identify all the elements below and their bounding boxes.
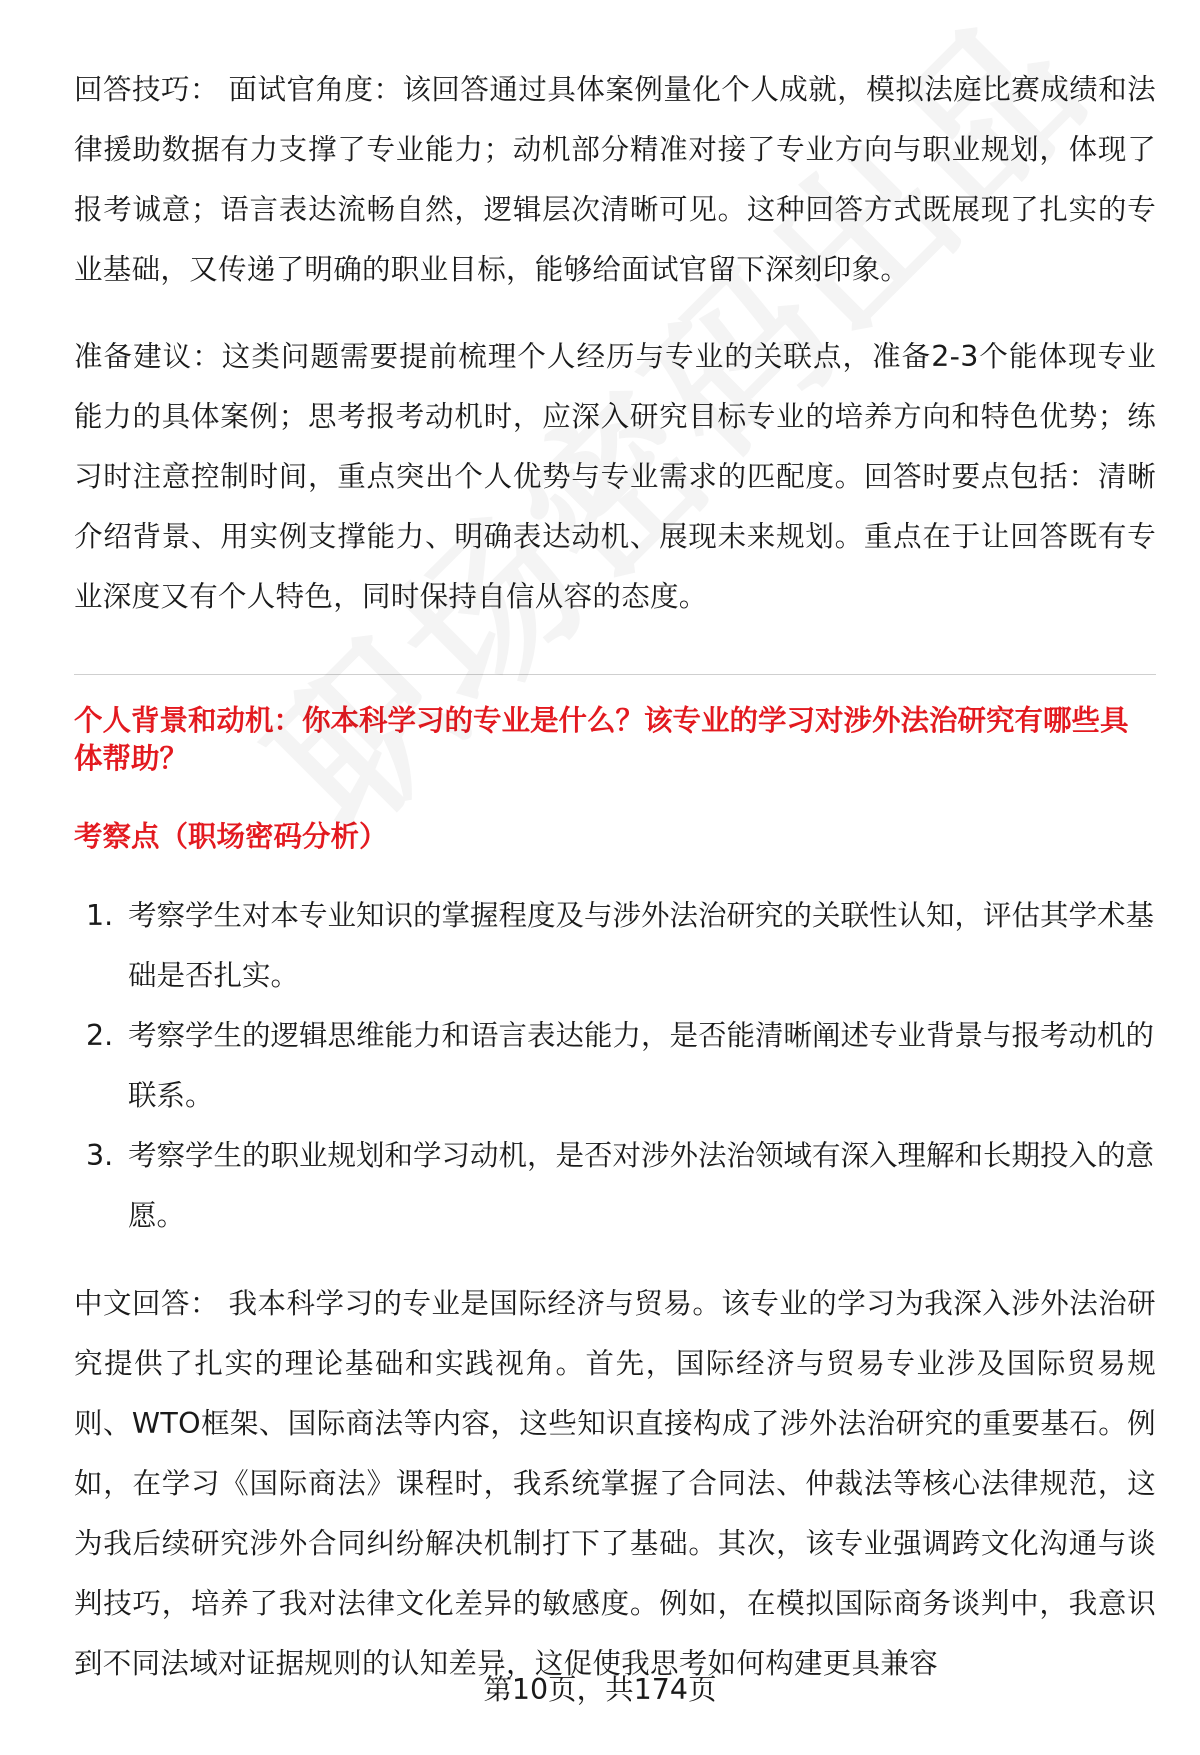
- prep-label: 准备建议：: [74, 340, 222, 373]
- answer-paragraph: [74, 1274, 1156, 1694]
- question-heading: 个人背景和动机：你本科学习的专业是什么？该专业的学习对涉外法治研究有哪些具体帮助？: [74, 704, 1129, 775]
- prep-text: 这类问题需要提前梳理个人经历与专业的关联点，准备2-3个能体现专业能力的具体案例；思考报考动机时，应深入研究目标专业的培养方向和特色优势；练习时注意控制时间，重点突出个人优势与专业需求的匹配度。回答时要点包括：清晰介绍背景、用实例支撑能力、明确表达动机、展现未来规划。重点在于让回答既有专业深度又有个人特色，同时保持自信从容的态度。: [74, 340, 1156, 613]
- list-item-number: 1.: [86, 899, 114, 932]
- list-item-number: 3.: [86, 1139, 114, 1172]
- tips-label: 回答技巧：: [74, 73, 219, 106]
- focus-list: [74, 886, 1156, 1246]
- list-item-text: 考察学生对本专业知识的掌握程度及与涉外法治研究的关联性认知，评估其学术基础是否扎实。: [128, 899, 1155, 992]
- answer-section: [74, 1274, 1156, 1694]
- answer-label: 中文回答：: [74, 1287, 219, 1320]
- focus-heading: 考察点（职场密码分析）: [74, 820, 388, 853]
- answer-text: 我本科学习的专业是国际经济与贸易。该专业的学习为我深入涉外法治研究提供了扎实的理论基础和实践视角。首先，国际经济与贸易专业涉及国际贸易规则、WTO框架、国际商法等内容，这些知识直接构成了涉外法治研究的重要基石。例如，在学习《国际商法》课程时，我系统掌握了合同法、仲裁法等核心法律规范，这为我后续研究涉外合同纠纷解决机制打下了基础。其次，该专业强调跨文化沟通与谈判技巧，培养了我对法律文化差异的敏感度。例如，在模拟国际商务谈判中，我意识到不同法域对证据规则的认知差异，这促使我思考如何构建更具兼容: [74, 1287, 1156, 1680]
- section-divider: [74, 674, 1156, 675]
- tips-paragraph: [74, 60, 1156, 300]
- list-item-text: 考察学生的逻辑思维能力和语言表达能力，是否能清晰阐述专业背景与报考动机的联系。: [128, 1019, 1155, 1112]
- prep-paragraph: [74, 327, 1156, 627]
- list-item: [74, 1006, 1156, 1126]
- top-section: [74, 60, 1156, 627]
- list-item: [74, 1126, 1156, 1246]
- page-number-footer: 第10页，共174页: [483, 1673, 717, 1706]
- list-item: [74, 886, 1156, 1006]
- list-item-number: 2.: [86, 1019, 114, 1052]
- list-item-text: 考察学生的职业规划和学习动机，是否对涉外法治领域有深入理解和长期投入的意愿。: [128, 1139, 1155, 1232]
- tips-text: 面试官角度：该回答通过具体案例量化个人成就，模拟法庭比赛成绩和法律援助数据有力支撑了专业能力；动机部分精准对接了专业方向与职业规划，体现了报考诚意；语言表达流畅自然，逻辑层次清晰可见。这种回答方式既展现了扎实的专业基础，又传递了明确的职业目标，能够给面试官留下深刻印象。: [74, 73, 1156, 286]
